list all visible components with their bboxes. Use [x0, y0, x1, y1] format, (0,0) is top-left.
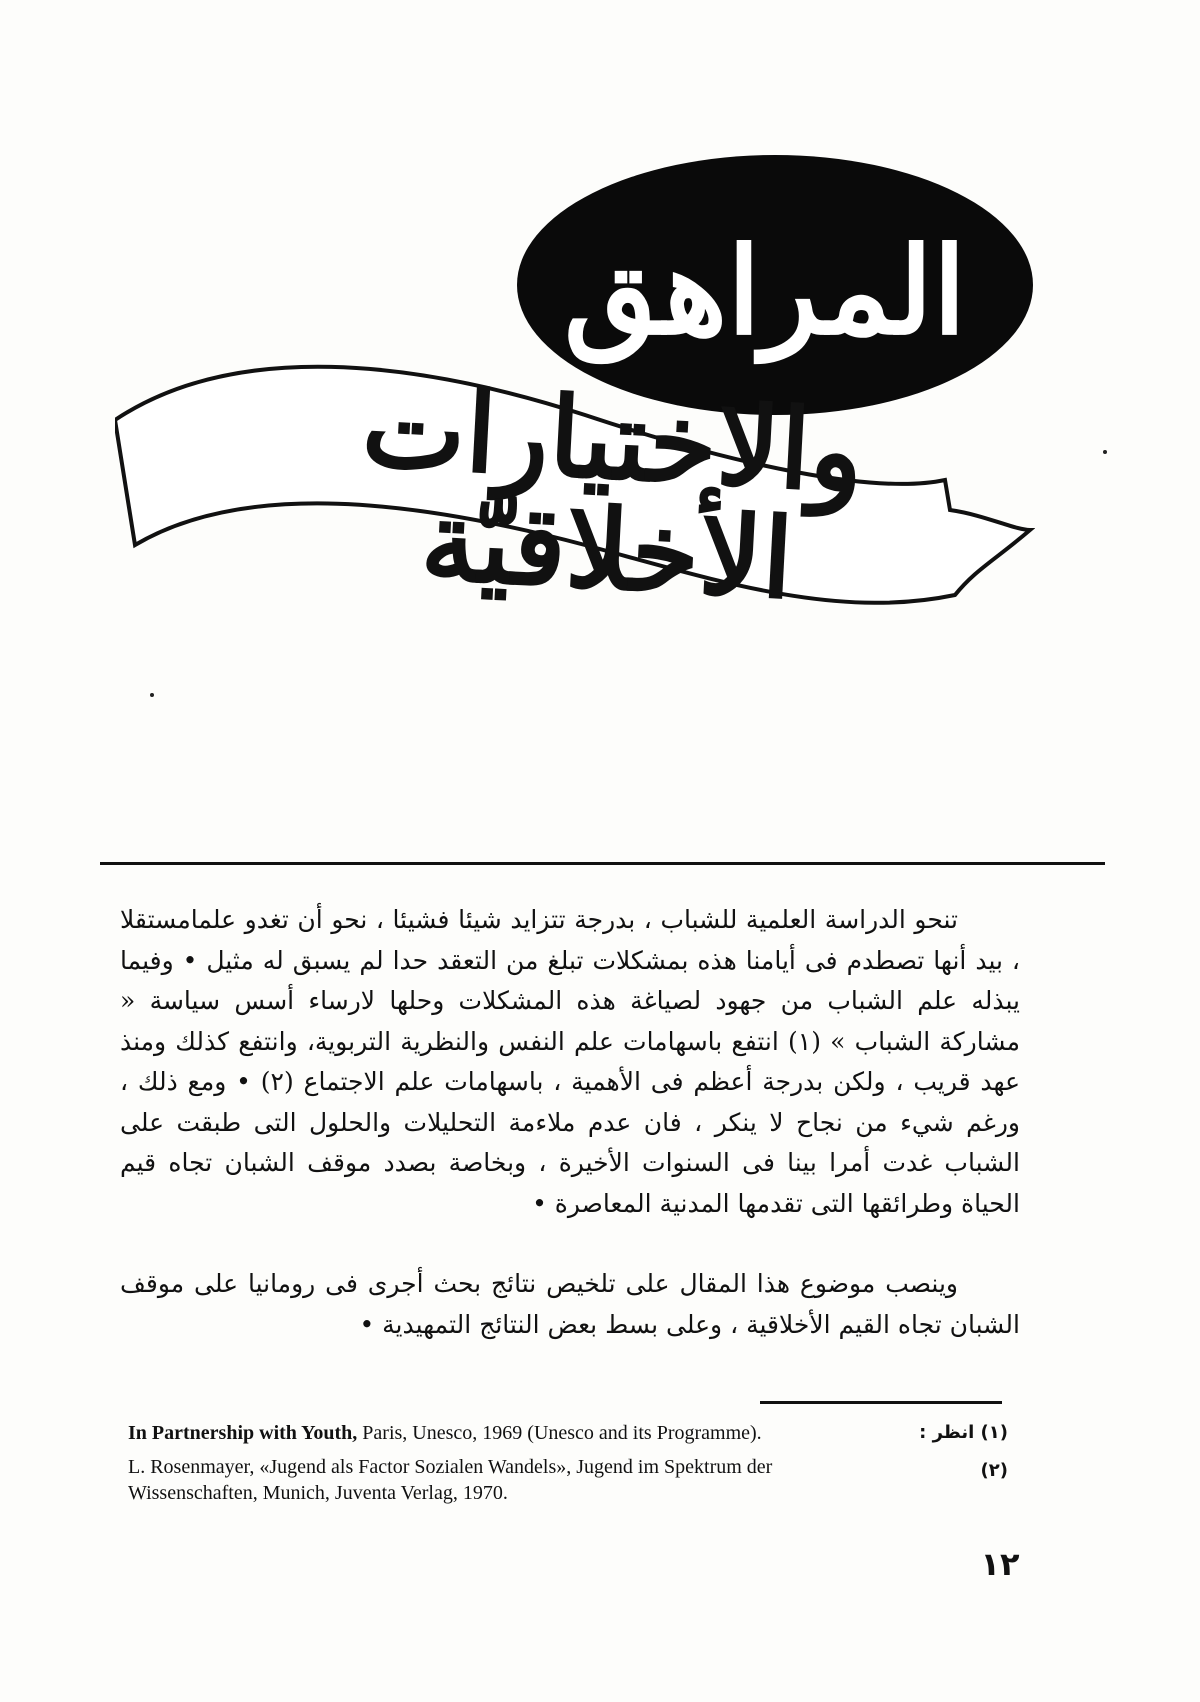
section-divider	[100, 862, 1105, 865]
footnote-1-details: Paris, Unesco, 1969 (Unesco and its Programme).	[357, 1422, 762, 1444]
page-number: ١٢	[980, 1545, 1020, 1583]
footnote-1	[128, 1420, 1008, 1448]
footnote-divider	[760, 1401, 1002, 1404]
footnote-2-citation: L. Rosenmayer, «Jugend als Factor Sozialen Wandels», Jugend im Spektrum der Wissenschaften, Munich, Juventa Verlag, 1970.	[128, 1456, 773, 1504]
footnote-1-title: In Partnership with Youth,	[128, 1422, 358, 1444]
article-body	[120, 900, 1020, 1345]
subtitle: والاختيارات الأخلاقيّة	[359, 362, 867, 624]
footnote-2-marker: (٢)	[980, 1460, 1008, 1481]
body-paragraph: تنحو الدراسة العلمية للشباب ، بدرجة تتزايد شيئا فشيئا ، نحو أن تغدو علمامستقلا ، بيد أنها تصطدم فى أيامنا هذه بمشكلات تبلغ من التعقد حدا لم يسبق له مثيل • وفيما يبذله علم الشباب من جهود لصياغة هذه المشكلات وحلها لارساء أسس سياسة « مشاركة الشباب » (١) انتفع باسهامات علم النفس والنظرية التربوية، وانتفع كذلك ومنذ عهد قريب ، ولكن بدرجة أعظم فى الأهمية ، باسهامات علم الاجتماع (٢) • ومع ذلك ، ورغم شيء من نجاح لا ينكر ، فان عدم ملاءمة التحليلات والحلول التى طبقت على الشباب غدت أمرا بينا فى السنوات الأخيرة ، وبخاصة بصدد موقف الشبان تجاه قيم الحياة وطرائقها التى تقدمها المدنية المعاصرة •	[120, 905, 1021, 1218]
footnote-2	[128, 1454, 1008, 1510]
scan-speck	[1103, 450, 1107, 454]
main-title: المراهق	[563, 221, 967, 362]
footnote-1-marker: (١) انظر :	[919, 1422, 1008, 1443]
scan-speck	[150, 693, 154, 697]
body-paragraph: وينصب موضوع هذا المقال على تلخيص نتائج بحث أجرى فى رومانيا على موقف الشبان تجاه القيم الأخلاقية ، وعلى بسط بعض النتائج التمهيدية •	[120, 1269, 1020, 1339]
footnote-1-citation	[128, 1420, 762, 1446]
title-artwork	[115, 150, 1035, 650]
